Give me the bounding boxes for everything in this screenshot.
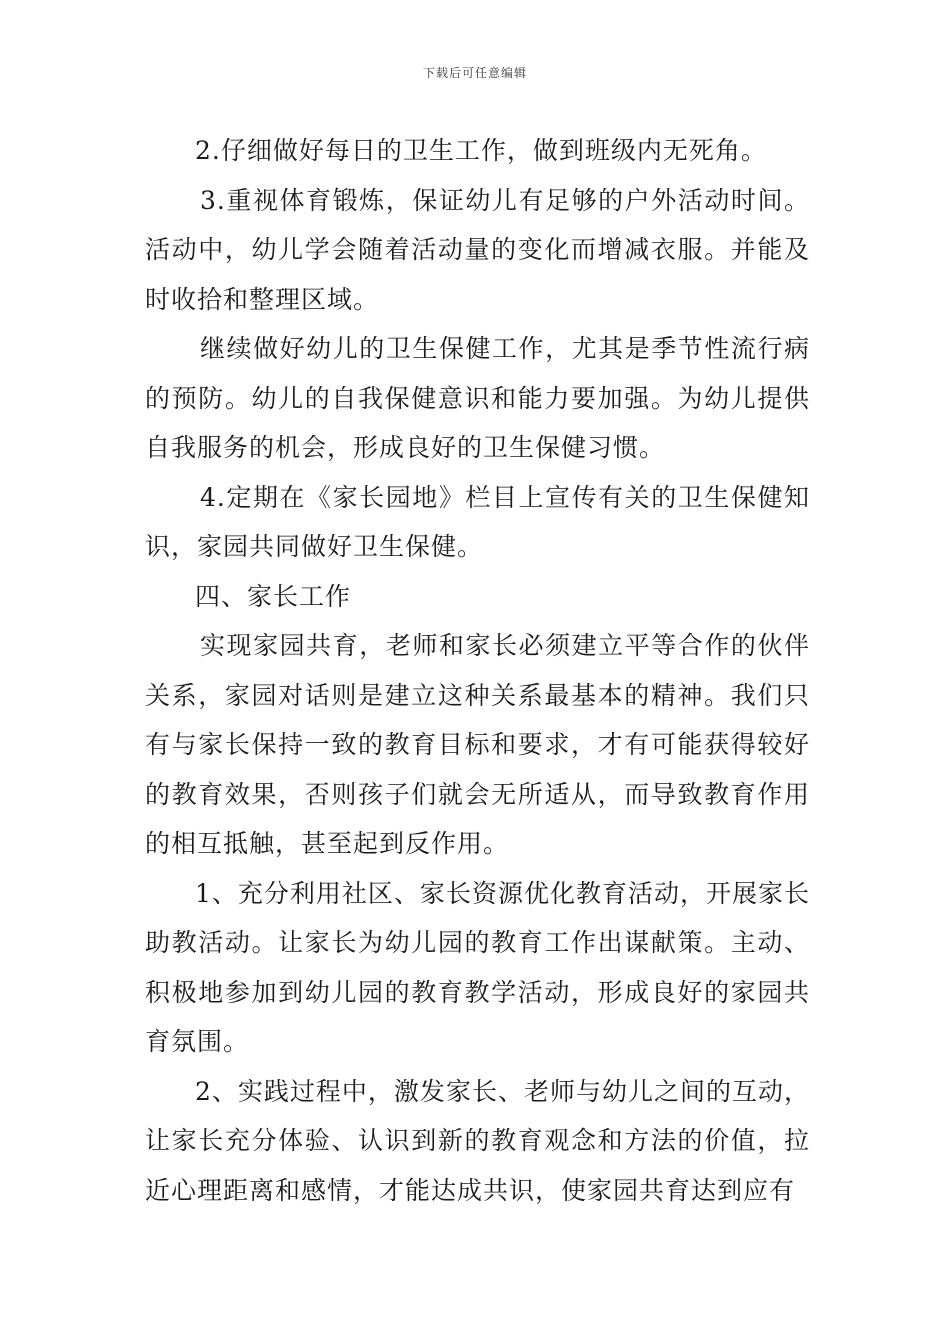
paragraph-parents-corner: 4.定期在《家长园地》栏目上宣传有关的卫生保健知识，家园共同做好卫生保健。 — [145, 482, 810, 561]
document-body — [145, 126, 810, 1215]
section-heading-parent-work: 四、家长工作 — [195, 581, 352, 611]
paragraph-physical-exercise: 3.重视体育锻炼，保证幼儿有足够的户外活动时间。活动中，幼儿学会随着活动量的变化而增减衣服。并能及时收拾和整理区域。 — [145, 185, 810, 314]
paragraph-hygiene-daily: 2.仔细做好每日的卫生工作，做到班级内无死角。 — [195, 136, 767, 165]
paragraph-practice-interaction: 2、实践过程中，激发家长、老师与幼儿之间的互动，让家长充分体验、认识到新的教育观念和方法的价值，拉近心理距离和感情，才能达成共识，使家园共育达到应有 — [145, 1076, 810, 1205]
paragraph-community-resources: 1、充分利用社区、家长资源优化教育活动，开展家长助教活动。让家长为幼儿园的教育工作出谋献策。主动、积极地参加到幼儿园的教育教学活动，形成良好的家园共育氛围。 — [145, 878, 810, 1056]
paragraph-home-school-cooperation: 实现家园共育，老师和家长必须建立平等合作的伙伴关系，家园对话则是建立这种关系最基本的精神。我们只有与家长保持一致的教育目标和要求，才有可能获得较好的教育效果，否则孩子们就会无所适从，而导致教育作用的相互抵触，甚至起到反作用。 — [145, 631, 810, 858]
header-note: 下载后可任意编辑 — [422, 66, 527, 80]
paragraph-health-care: 继续做好幼儿的卫生保健工作，尤其是季节性流行病的预防。幼儿的自我保健意识和能力要加强。为幼儿提供自我服务的机会，形成良好的卫生保健习惯。 — [145, 334, 810, 462]
